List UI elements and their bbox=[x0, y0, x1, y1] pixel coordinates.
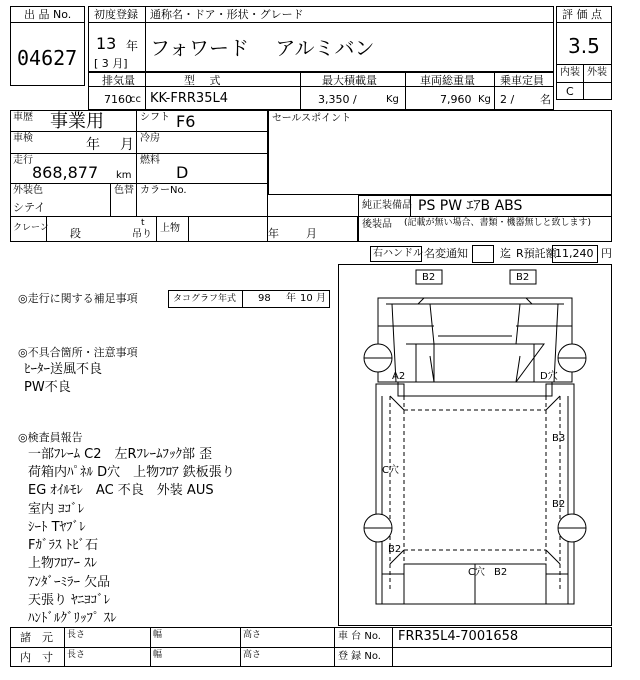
tachograph-year-unit: 年 bbox=[286, 293, 296, 304]
defects-label: ◎不具合箇所・注意事項 bbox=[18, 346, 138, 359]
vehicle-name: フォワード アルミバン bbox=[150, 36, 375, 60]
tachograph-month-unit: 月 bbox=[316, 293, 326, 304]
defect-item: ﾋｰﾀｰ送風不良 bbox=[24, 362, 103, 377]
inspector-report-label: ◎検査員報告 bbox=[18, 431, 83, 444]
capacity-label: 乗車定員 bbox=[500, 74, 544, 87]
interior-grade-label: 内装 bbox=[560, 67, 580, 78]
first-registration-label: 初度登録 bbox=[94, 8, 138, 21]
tachograph-year: 98 bbox=[258, 293, 271, 304]
length-label: 長さ bbox=[67, 630, 86, 640]
rating-label: 評 価 点 bbox=[562, 8, 602, 21]
inspector-item: 一部ﾌﾚｰﾑ C2 左Rﾌﾚｰﾑﾌｯｸ部 歪 bbox=[28, 447, 213, 462]
sales-point-label: セールスポイント bbox=[272, 113, 352, 124]
mileage-unit: km bbox=[116, 170, 132, 181]
shift-value: F6 bbox=[176, 112, 196, 131]
inspection-year-unit: 年 bbox=[86, 137, 100, 153]
aftermarket-label: 後装品 bbox=[362, 219, 392, 230]
recycle-deposit-unit: 円 bbox=[601, 247, 612, 260]
damage-mark-b2-top-left: B2 bbox=[422, 272, 436, 283]
damage-mark-a2: A2 bbox=[392, 371, 406, 382]
history-label: 車歴 bbox=[13, 112, 33, 123]
damage-mark-c-hole: C穴 bbox=[382, 465, 399, 476]
inspector-item: Fｶﾞﾗｽ ﾄﾋﾞ石 bbox=[28, 538, 99, 553]
damage-mark-b2-top-right: B2 bbox=[516, 272, 530, 283]
inner-height-label: 高さ bbox=[243, 650, 262, 660]
damage-mark-b3: B3 bbox=[552, 433, 566, 444]
inner-dimensions-label: 内 寸 bbox=[20, 651, 53, 664]
damage-mark-b2-right: B2 bbox=[552, 499, 566, 510]
inspector-item: ｼｰﾄ Tﾔﾌﾞﾚ bbox=[28, 520, 86, 535]
roof-deflector bbox=[430, 304, 520, 344]
fuel-label: 燃料 bbox=[140, 155, 160, 166]
gross-weight-label: 車両総重量 bbox=[420, 74, 475, 87]
defect-item: PW不良 bbox=[24, 380, 71, 395]
inspector-item: EG ｵｲﾙﾓﾚ AC 不良 外装 AUS bbox=[28, 483, 214, 498]
registration-year: 13 bbox=[96, 34, 117, 53]
inspector-item: ｱﾝﾀﾞｰﾐﾗｰ 欠品 bbox=[28, 575, 111, 590]
inspector-item: 室内 ﾖｺﾞﾚ bbox=[28, 502, 85, 517]
width-label: 幅 bbox=[153, 630, 163, 640]
right-hand-drive-label: 右ハンドル bbox=[373, 248, 423, 259]
chassis-number-label: 車 台 No. bbox=[338, 631, 381, 642]
body-label: 上物 bbox=[160, 223, 180, 234]
registration-number-label: 登 録 No. bbox=[338, 651, 381, 662]
deadline-label: 迄 bbox=[500, 247, 511, 260]
color-number-label: カラーNo. bbox=[140, 185, 187, 196]
displacement-unit: cc bbox=[130, 94, 141, 105]
equipment-value: PS PW ｴｱB ABS bbox=[418, 198, 523, 214]
displacement-label: 排気量 bbox=[102, 74, 135, 87]
shift-label: シフト bbox=[140, 112, 170, 123]
inspection-month-unit: 月 bbox=[120, 137, 134, 153]
interior-grade: C bbox=[566, 85, 574, 98]
model-description-label: 通称名・ドア・形状・グレード bbox=[150, 8, 304, 21]
recycle-deposit-label: R預託額 bbox=[516, 247, 557, 260]
chassis-number: FRR35L4-7001658 bbox=[398, 629, 519, 644]
registration-month: [ 3 月] bbox=[94, 57, 128, 70]
registration-year-unit: 年 bbox=[126, 39, 139, 53]
height-label: 高さ bbox=[243, 630, 262, 640]
lot-number-label: 出 品 No. bbox=[24, 8, 72, 21]
gross-weight-unit: Kg bbox=[478, 94, 491, 105]
exterior-color-value: シテイ bbox=[13, 201, 46, 214]
inspector-item: ﾊﾝﾄﾞﾙｸﾞﾘｯﾌﾟ ｽﾚ bbox=[28, 611, 117, 626]
capacity-unit: 名 bbox=[540, 93, 551, 106]
color-change-label: 色替 bbox=[114, 185, 134, 196]
lot-number: 04627 bbox=[17, 46, 78, 70]
inner-width-label: 幅 bbox=[153, 650, 163, 660]
aftermarket-note: (記載が無い場合、書類・機器無しと致します) bbox=[404, 218, 592, 228]
max-load-label: 最大積載量 bbox=[322, 74, 377, 87]
inspector-item: 天張り ﾔﾆﾖｺﾞﾚ bbox=[28, 593, 111, 608]
inner-length-label: 長さ bbox=[67, 650, 86, 660]
damage-mark-d-hole: D穴 bbox=[540, 371, 558, 382]
gross-weight: 7,960 bbox=[440, 93, 472, 106]
max-load-unit: Kg bbox=[386, 94, 399, 105]
mileage-label: 走行 bbox=[13, 155, 33, 166]
capacity: 2 / bbox=[500, 93, 515, 106]
name-change-label: 名変通知 bbox=[424, 247, 468, 260]
history-value: 事業用 bbox=[50, 111, 104, 132]
overall-rating: 3.5 bbox=[568, 34, 600, 58]
mileage-value: 868,877 bbox=[32, 163, 99, 182]
damage-mark-b2-left: B2 bbox=[388, 544, 402, 555]
body-month-unit: 月 bbox=[306, 227, 317, 240]
max-load: 3,350 / bbox=[318, 93, 357, 106]
name-change-box bbox=[472, 245, 494, 263]
dimensions-label: 諸 元 bbox=[20, 631, 53, 644]
damage-mark-c-hole-bottom: C穴 bbox=[468, 567, 485, 578]
crane-lift-label: 吊り bbox=[132, 229, 152, 240]
exterior-grade-label: 外装 bbox=[587, 67, 607, 78]
model-code-label: 型 式 bbox=[184, 74, 221, 87]
model-code: KK-FRR35L4 bbox=[150, 91, 228, 106]
damage-mark-b2-bottom: B2 bbox=[494, 567, 508, 578]
inspector-item: 荷箱内ﾊﾟﾈﾙ D穴 上物ﾌﾛｱ 鉄板張り bbox=[28, 465, 235, 480]
inspector-item: 上物ﾌﾛｱｰ ｽﾚ bbox=[28, 556, 98, 571]
driving-notes-label: ◎走行に関する補足事項 bbox=[18, 292, 138, 305]
crane-stage-unit: 段 bbox=[70, 227, 81, 240]
displacement: 7160 bbox=[104, 93, 132, 106]
fuel-value: D bbox=[176, 163, 189, 182]
equipment-label: 純正装備品 bbox=[362, 200, 412, 211]
cab-outline bbox=[378, 298, 572, 382]
exterior-color-label: 外装色 bbox=[13, 185, 43, 196]
inspection-label: 車検 bbox=[13, 133, 33, 144]
ac-label: 冷房 bbox=[140, 133, 160, 144]
tachograph-label: タコグラフ年式 bbox=[173, 294, 237, 304]
crane-label: クレーン bbox=[13, 223, 49, 233]
body-year-unit: 年 bbox=[268, 227, 279, 240]
recycle-deposit-value: 11,240 bbox=[555, 247, 594, 260]
crane-ton-unit: t bbox=[141, 218, 145, 228]
tachograph-month: 10 bbox=[300, 293, 313, 304]
